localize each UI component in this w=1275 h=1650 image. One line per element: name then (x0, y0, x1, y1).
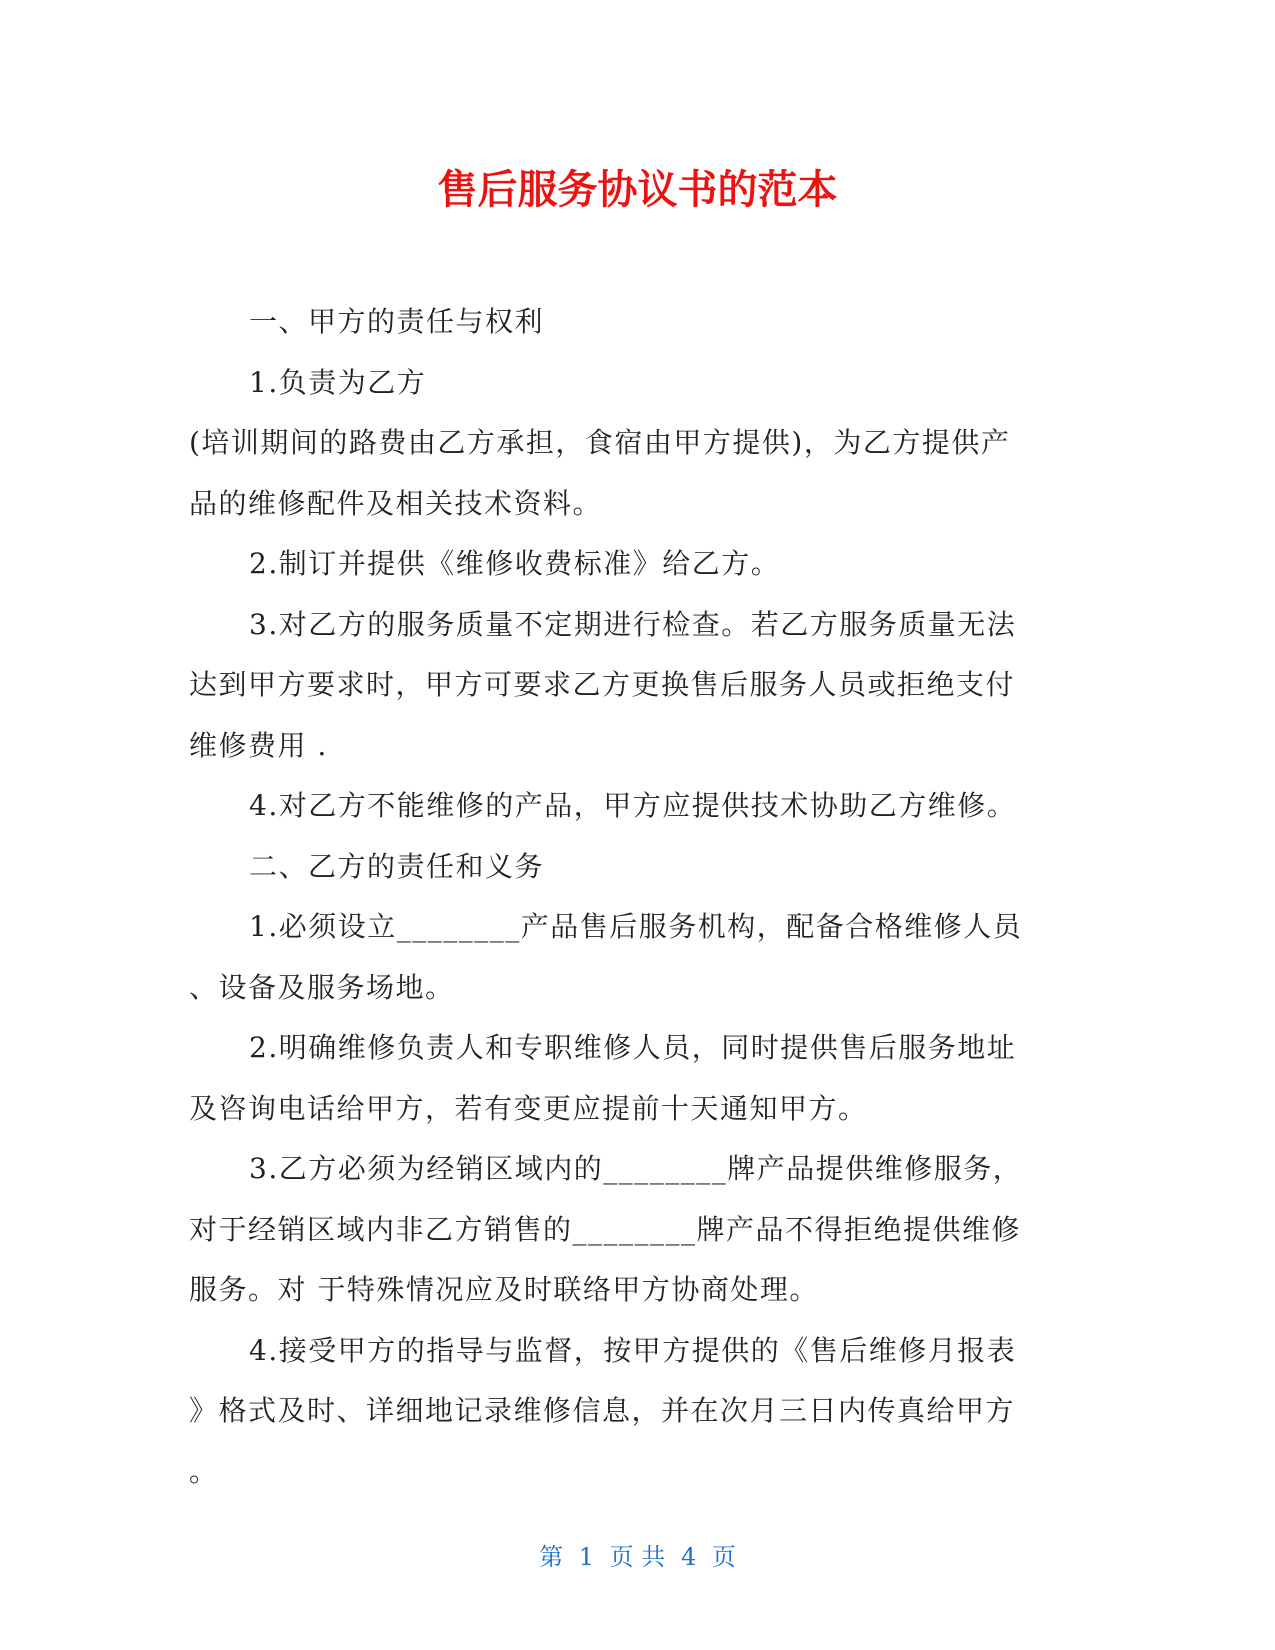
document-title: 售后服务协议书的范本 (437, 167, 838, 213)
text-line: 达到甲方要求时，甲方可要求乙方更换售后服务人员或拒绝支付 (189, 668, 1016, 701)
text-line: 品的维修配件及相关技术资料。 (189, 486, 603, 520)
text-line: 一、甲方的责任与权利 (249, 305, 545, 338)
text-line: 及咨询电话给甲方，若有变更应提前十天通知甲方。 (189, 1091, 868, 1125)
text-line: 服务。对 于特殊情况应及时联络甲方协商处理。 (189, 1273, 819, 1306)
text-line: 1.负责为乙方 (249, 365, 427, 399)
text-line: 4.接受甲方的指导与监督，按甲方提供的《售后维修月报表 (249, 1333, 1017, 1367)
text-line: 2.制订并提供《维修收费标准》给乙方。 (249, 547, 781, 580)
text-line: 1.必须设立________产品售后服务机构，配备合格维修人员 (249, 910, 1023, 943)
text-line: 、设备及服务场地。 (189, 970, 455, 1004)
footer-current-page: 1 (578, 1543, 595, 1571)
text-line: 。 (189, 1454, 219, 1488)
text-line: 二、乙方的责任和义务 (249, 849, 545, 883)
text-line: 2.明确维修负责人和专职维修人员，同时提供售后服务地址 (249, 1031, 1017, 1064)
text-line: 维修费用 . (189, 728, 328, 762)
document-body (189, 292, 1064, 1502)
text-line: 》格式及时、详细地记录维修信息，并在次月三日内传真给甲方 (189, 1394, 1016, 1427)
footer-label-pages: 页 (711, 1543, 736, 1571)
text-line: (培训期间的路费由乙方承担，食宿由甲方提供)，为乙方提供产 (189, 426, 1011, 459)
text-line: 4.对乙方不能维修的产品，甲方应提供技术协助乙方维修。 (249, 789, 1017, 822)
footer-total-pages: 4 (680, 1543, 697, 1571)
footer-label-of: 页 共 (609, 1543, 666, 1571)
footer-label-page: 第 (539, 1543, 564, 1571)
text-line: 3.乙方必须为经销区域内的________牌产品提供维修服务， (249, 1152, 1023, 1185)
text-line: 对于经销区域内非乙方销售的________牌产品不得拒绝提供维修 (189, 1212, 1022, 1246)
page-footer (0, 1541, 1275, 1573)
text-line: 3.对乙方的服务质量不定期进行检查。若乙方服务质量无法 (249, 607, 1017, 641)
